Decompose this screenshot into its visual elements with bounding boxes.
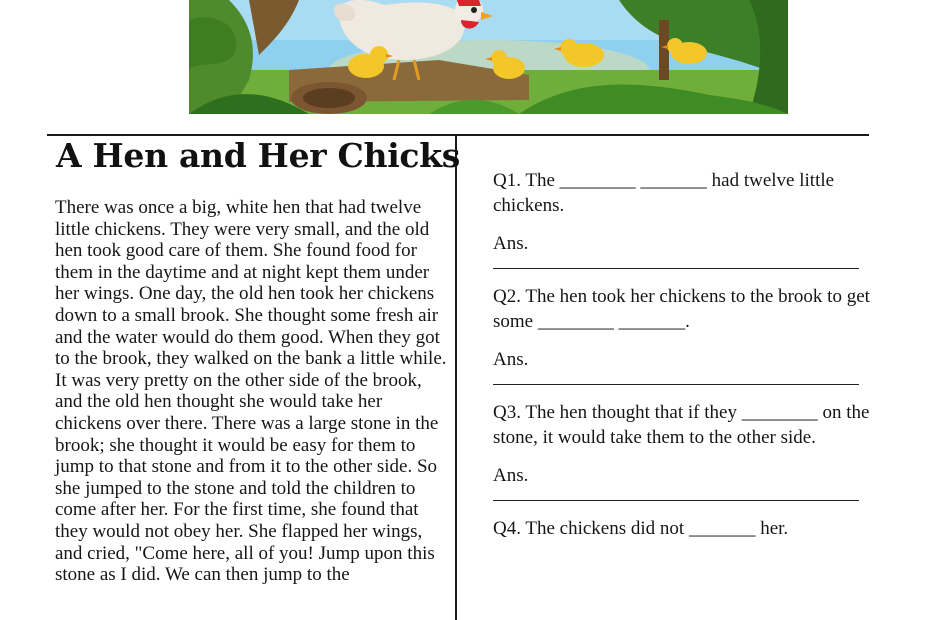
answer-label: Ans.	[493, 465, 529, 486]
answer-line[interactable]	[493, 488, 859, 501]
question-text: Q3. The hen thought that if they ________ on the stone, it would take them to the other side.	[493, 402, 870, 448]
questions-section	[493, 168, 885, 541]
question-text: Q1. The ________ _______ had twelve little chickens.	[493, 170, 835, 216]
answer-label: Ans.	[493, 349, 529, 370]
question-2	[493, 284, 885, 385]
story-text: There was once a big, white hen that had twelve little chickens. They were very small, and the old hen took good care of them. She found food for them in the daytime and at night kept them under her wings. One day, the old hen took her chickens down to a small brook. She thought some fresh air and the water would do them good. When they got to the brook, they walked on the bank a little while. It was very pretty on the other side of the brook, and the old hen thought she would take her chickens over there. There was a large stone in the brook; she thought it would be easy for them to jump to that stone and from it to the other side. So she jumped to the stone and told the children to come after her. For the first time, she found that they would not obey her. She flapped her wings, and cried, "Come here, all of you! Jump upon this stone as I did. We can then jump to the	[55, 197, 447, 586]
question-text: Q4. The chickens did not _______ her.	[493, 518, 789, 539]
question-1	[493, 168, 885, 269]
answer-line[interactable]	[493, 256, 859, 269]
question-4	[493, 516, 885, 541]
question-3	[493, 400, 885, 501]
story-illustration	[189, 0, 788, 114]
answer-label: Ans.	[493, 233, 529, 254]
story-title: A Hen and Her Chicks	[56, 136, 461, 175]
answer-line[interactable]	[493, 372, 859, 385]
question-text: Q2. The hen took her chickens to the brook to get some ________ _______.	[493, 286, 870, 332]
column-divider	[455, 135, 457, 620]
